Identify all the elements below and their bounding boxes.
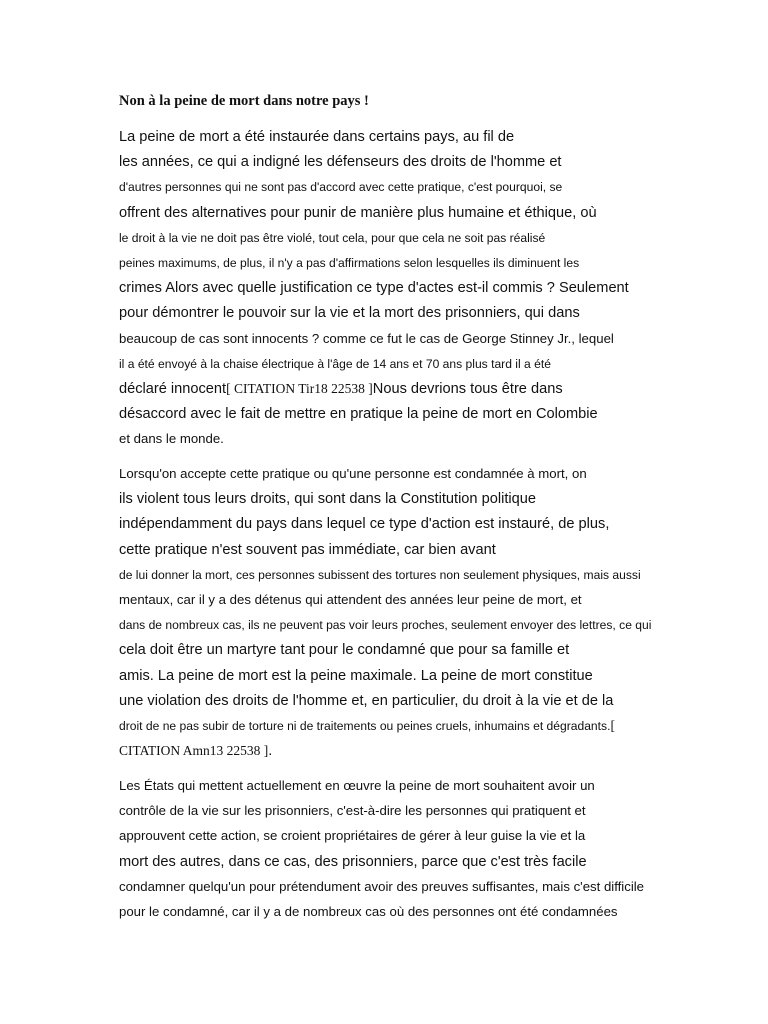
text-line <box>119 486 651 511</box>
line-segment: indépendamment du pays dans lequel ce type d'action est instauré, de plus, <box>119 516 610 533</box>
text-line <box>119 300 629 325</box>
line-segment: . <box>268 743 273 760</box>
paragraph-3 <box>119 773 644 924</box>
text-line <box>119 849 644 874</box>
citation-text: [ CITATION Tir18 22538 ] <box>226 380 373 396</box>
paragraph-2 <box>119 461 651 763</box>
text-line <box>119 461 651 486</box>
line-segment: mentaux, car il y a des détenus qui attendent des années leur peine de mort, et <box>119 591 582 607</box>
text-line <box>119 713 651 738</box>
text-line <box>119 663 651 688</box>
line-segment: amis. La peine de mort est la peine maximale. La peine de mort constitue <box>119 667 593 684</box>
line-segment: d'autres personnes qui ne sont pas d'accord avec cette pratique, c'est pourquoi, se <box>119 180 563 195</box>
text-line <box>119 773 644 798</box>
text-line <box>119 899 644 924</box>
line-segment: Nous devrions tous être dans <box>372 380 563 397</box>
text-line <box>119 174 629 199</box>
line-segment: mort des autres, dans ce cas, des prisonniers, parce que c'est très facile <box>119 853 587 870</box>
text-line <box>119 823 644 848</box>
text-line <box>119 511 651 536</box>
text-line <box>119 376 629 401</box>
line-segment: une violation des droits de l'homme et, en particulier, du droit à la vie et de la <box>119 692 614 709</box>
text-line <box>119 275 629 300</box>
text-line <box>119 637 651 662</box>
citation-text: [ <box>610 717 615 733</box>
text-line <box>119 225 629 250</box>
line-segment: cela doit être un martyre tant pour le condamné que pour sa famille et <box>119 642 570 659</box>
line-segment: offrent des alternatives pour punir de manière plus humaine et éthique, où <box>119 204 597 221</box>
line-segment: ils violent tous leurs droits, qui sont dans la Constitution politique <box>119 491 536 508</box>
line-segment: dans de nombreux cas, ils ne peuvent pas voir leurs proches, seulement envoyer des lettres, ce qui <box>119 618 652 633</box>
line-segment: peines maximums, de plus, il n'y a pas d'affirmations selon lesquelles ils diminuent les <box>119 255 580 270</box>
line-segment: La peine de mort a été instaurée dans certains pays, au fil de <box>119 129 515 145</box>
paragraph-1 <box>119 124 629 451</box>
line-segment: crimes Alors avec quelle justification ce type d'actes est-il commis ? Seulement <box>119 280 629 297</box>
line-segment: Les États qui mettent actuellement en œuvre la peine de mort souhaitent avoir un <box>119 778 595 793</box>
line-segment: et dans le monde. <box>119 431 224 447</box>
line-segment: cette pratique n'est souvent pas immédiate, car bien avant <box>119 541 496 558</box>
line-segment: désaccord avec le fait de mettre en pratique la peine de mort en Colombie <box>119 406 598 423</box>
line-segment: Lorsqu'on accepte cette pratique ou qu'une personne est condamnée à mort, on <box>119 466 587 481</box>
text-line <box>119 874 644 899</box>
line-segment: beaucoup de cas sont innocents ? comme ce fut le cas de George Stinney Jr., lequel <box>119 330 614 346</box>
text-line <box>119 200 629 225</box>
text-line <box>119 326 629 351</box>
text-line <box>119 537 651 562</box>
line-segment: les années, ce qui a indigné les défenseurs des droits de l'homme et <box>119 154 562 171</box>
line-segment: le droit à la vie ne doit pas être violé, tout cela, pour que cela ne soit pas réalisé <box>119 230 546 245</box>
text-line <box>119 351 629 376</box>
text-line <box>119 738 651 763</box>
line-segment: de lui donner la mort, ces personnes subissent des tortures non seulement physiques, mais aussi <box>119 567 641 582</box>
text-line <box>119 426 629 451</box>
line-segment: condamner quelqu'un pour prétendument avoir des preuves suffisantes, mais c'est difficile <box>119 878 645 894</box>
line-segment: déclaré innocent <box>119 380 227 397</box>
line-segment: contrôle de la vie sur les prisonniers, c'est-à-dire les personnes qui pratiquent et <box>119 803 586 819</box>
text-line <box>119 250 629 275</box>
text-line <box>119 124 629 149</box>
citation-text: CITATION Amn13 22538 ] <box>119 743 269 759</box>
text-line <box>119 401 629 426</box>
text-line <box>119 688 651 713</box>
document-title: Non à la peine de mort dans notre pays ! <box>119 93 369 109</box>
line-segment: droit de ne pas subir de torture ni de traitements ou peines cruels, inhumains et dégradants. <box>119 718 611 733</box>
line-segment: il a été envoyé à la chaise électrique à l'âge de 14 ans et 70 ans plus tard il a été <box>119 356 551 371</box>
line-segment: approuvent cette action, se croient propriétaires de gérer à leur guise la vie et la <box>119 828 586 844</box>
text-line <box>119 149 629 174</box>
line-segment: pour le condamné, car il y a de nombreux cas où des personnes ont été condamnées <box>119 903 618 919</box>
text-line <box>119 562 651 587</box>
text-line <box>119 798 644 823</box>
text-line <box>119 612 651 637</box>
line-segment: pour démontrer le pouvoir sur la vie et la mort des prisonniers, qui dans <box>119 305 580 322</box>
text-line <box>119 587 651 612</box>
